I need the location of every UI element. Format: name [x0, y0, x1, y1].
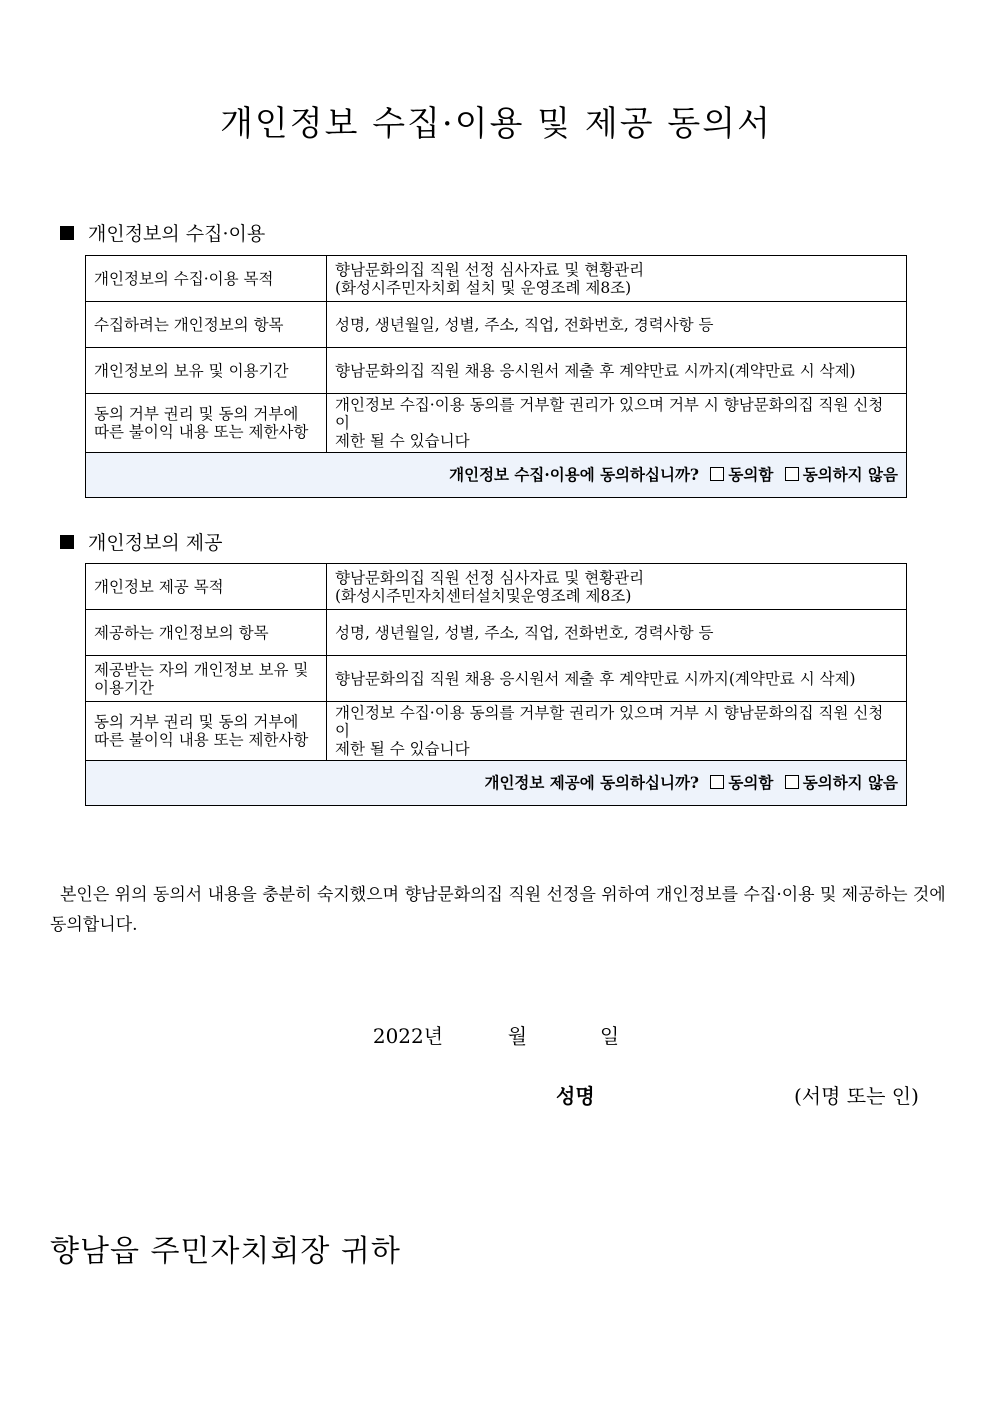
section1-heading: [60, 219, 265, 246]
row-label: 수집하려는 개인정보의 항목: [86, 302, 327, 348]
agree-checkbox[interactable]: [710, 467, 724, 481]
consent-statement: 본인은 위의 동의서 내용을 충분히 숙지했으며 향남문화의집 직원 선정을 위하여 개인정보를 수집·이용 및 제공하는 것에 동의합니다.: [50, 885, 946, 935]
table-row: [86, 348, 907, 394]
date-year: 2022년: [372, 1024, 444, 1048]
row-label: 제공하는 개인정보의 항목: [86, 610, 327, 656]
row-label: 개인정보 제공 목적: [86, 564, 327, 610]
square-bullet-icon: [60, 226, 74, 240]
row-label: 개인정보의 수집·이용 목적: [86, 256, 327, 302]
row-value: 향남문화의집 직원 채용 응시원서 제출 후 계약만료 시까지(계약만료 시 삭제): [327, 656, 907, 702]
disagree-label: 동의하지 않음: [802, 773, 898, 792]
section2-heading-text: 개인정보의 제공: [88, 532, 223, 554]
row-label: 개인정보의 보유 및 이용기간: [86, 348, 327, 394]
consent-question-cell: [86, 453, 907, 498]
table-row: [86, 564, 907, 610]
disagree-checkbox[interactable]: [785, 467, 799, 481]
row-value: 개인정보 수집·이용 동의를 거부할 권리가 있으며 거부 시 향남문화의집 직원 신청이 제한 될 수 있습니다: [327, 394, 907, 453]
table-row: [86, 702, 907, 761]
table-row: [86, 256, 907, 302]
agree-checkbox[interactable]: [710, 775, 724, 789]
square-bullet-icon: [60, 535, 74, 549]
addressee: 향남읍 주민자치회장 귀하: [50, 1234, 401, 1269]
date-day: 일: [599, 1024, 620, 1048]
disagree-label: 동의하지 않음: [802, 465, 898, 484]
section1-heading-text: 개인정보의 수집·이용: [88, 223, 266, 245]
table-row: [86, 394, 907, 453]
consent-question-row: [86, 453, 907, 498]
consent-question-row: [86, 761, 907, 806]
signature-note: (서명 또는 인): [794, 1084, 919, 1108]
document-title: 개인정보 수집·이용 및 제공 동의서: [220, 104, 772, 144]
date-line: [0, 1020, 992, 1049]
row-value: 향남문화의집 직원 채용 응시원서 제출 후 계약만료 시까지(계약만료 시 삭제): [327, 348, 907, 394]
section2-heading: [60, 528, 223, 555]
collection-consent-table: [85, 255, 907, 498]
row-value: 성명, 생년월일, 성별, 주소, 직업, 전화번호, 경력사항 등: [327, 610, 907, 656]
row-label: 제공받는 자의 개인정보 보유 및 이용기간: [86, 656, 327, 702]
row-label: 동의 거부 권리 및 동의 거부에 따른 불이익 내용 또는 제한사항: [86, 394, 327, 453]
row-value: 개인정보 수집·이용 동의를 거부할 권리가 있으며 거부 시 향남문화의집 직원 신청이 제한 될 수 있습니다: [327, 702, 907, 761]
agree-label: 동의함: [728, 773, 774, 792]
consent-question-cell: [86, 761, 907, 806]
table-row: [86, 302, 907, 348]
agree-label: 동의함: [728, 465, 774, 484]
date-month: 월: [507, 1024, 528, 1048]
row-value: 향남문화의집 직원 선정 심사자료 및 현황관리 (화성시주민자치회 설치 및 운영조례 제8조): [327, 256, 907, 302]
row-value: 향남문화의집 직원 선정 심사자료 및 현황관리 (화성시주민자치센터설치및운영조례 제8조): [327, 564, 907, 610]
disagree-checkbox[interactable]: [785, 775, 799, 789]
table-row: [86, 610, 907, 656]
consent-question: 개인정보 제공에 동의하십니까?: [484, 773, 700, 792]
table-row: [86, 656, 907, 702]
signature-label: 성명: [556, 1084, 595, 1108]
row-value: 성명, 생년월일, 성별, 주소, 직업, 전화번호, 경력사항 등: [327, 302, 907, 348]
provision-consent-table: [85, 563, 907, 806]
consent-question: 개인정보 수집·이용에 동의하십니까?: [449, 465, 700, 484]
row-label: 동의 거부 권리 및 동의 거부에 따른 불이익 내용 또는 제한사항: [86, 702, 327, 761]
